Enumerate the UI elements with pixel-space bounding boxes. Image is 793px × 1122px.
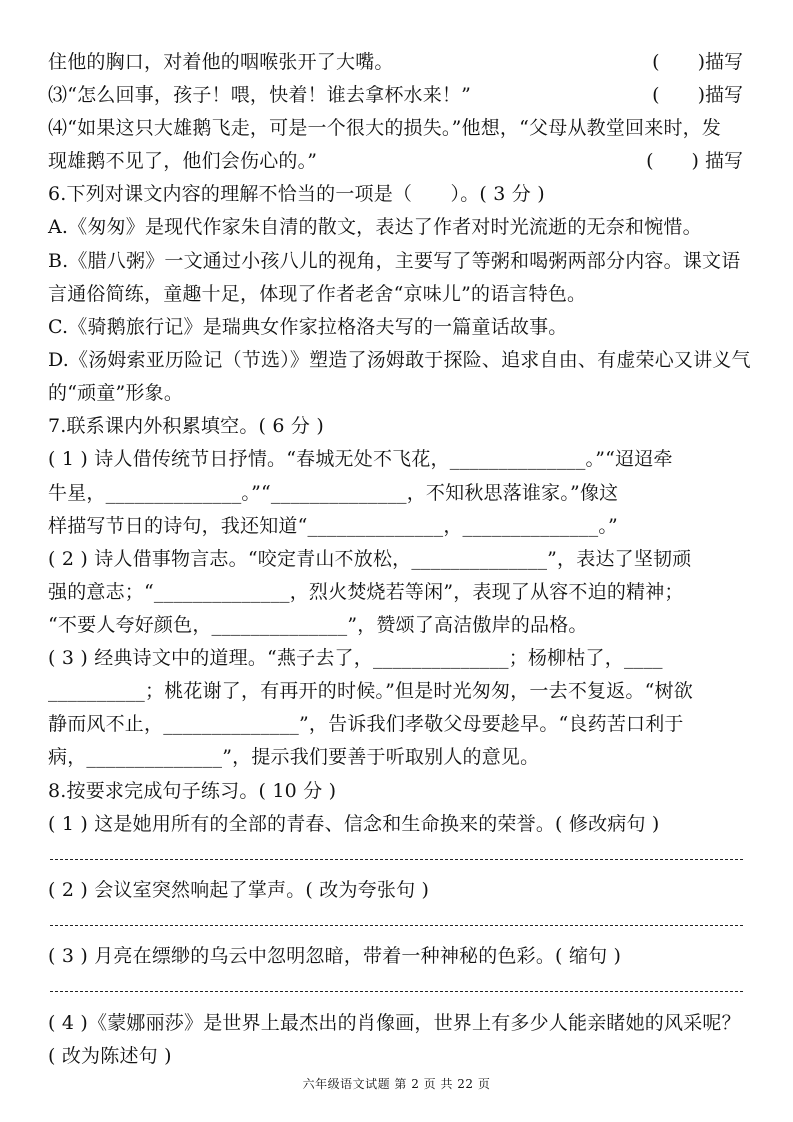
q8-part4: ( 4 )《蒙娜丽莎》是世界上最杰出的肖像画，世界上有多少人能亲睹她的风采呢？: [48, 1012, 741, 1034]
option-d-cont: 的“顽童”形象。: [48, 382, 184, 404]
answer-blank: ( )描写: [652, 84, 743, 106]
q7-part1: ( 1 ) 诗人借传统节日抒情。“春城无处不飞花，______________。”“迢迢牵: [48, 448, 673, 470]
option-c: C.《骑鹅旅行记》是瑞典女作家拉格洛夫写的一篇童话故事。: [48, 316, 568, 338]
q7-part3-cont: __________；桃花谢了，有再开的时候。”但是时光匆匆，一去不复返。“树欲: [48, 680, 693, 702]
page-footer: 六年级语文试题 第 2 页 共 22 页: [302, 1077, 491, 1091]
question-6: 6.下列对课文内容的理解不恰当的一项是（ ）。( 3 分 ): [48, 183, 545, 205]
q8-part4-cont: ( 改为陈述句 ): [48, 1045, 172, 1067]
answer-line[interactable]: [50, 991, 743, 992]
text-line: 现雄鹅不见了，他们会伤心的。”: [48, 150, 318, 172]
option-a: A.《匆匆》是现代作家朱自清的散文，表达了作者对时光流逝的无奈和惋惜。: [48, 216, 702, 238]
text-line: 住他的胸口，对着他的咽喉张开了大嘴。: [48, 51, 394, 73]
option-d: D.《汤姆索亚历险记（节选）》塑造了汤姆敢于探险、追求自由、有虚荣心又讲义气: [48, 349, 751, 371]
q7-part2-cont: “不要人夸好颜色，______________”，赞颂了高洁傲岸的品格。: [48, 614, 588, 636]
q7-part1-cont: 样描写节日的诗句，我还知道“______________，______________。”: [48, 515, 618, 537]
question-7: 7.联系课内外积累填空。( 6 分 ): [48, 415, 324, 437]
option-b: B.《腊八粥》一文通过小孩八儿的视角，主要写了等粥和喝粥两部分内容。课文语: [48, 250, 741, 272]
q8-part1: ( 1 ) 这是她用所有的全部的青春、信念和生命换来的荣誉。( 修改病句 ): [48, 813, 660, 835]
text-line: ⑶“怎么回事，孩子！喂，快着！谁去拿杯水来！”: [48, 84, 472, 106]
q8-part3: ( 3 ) 月亮在缥缈的乌云中忽明忽暗，带着一种神秘的色彩。( 缩句 ): [48, 945, 622, 967]
q7-part1-cont: 牛星，______________。”“______________，不知秋思落谁家。”像这: [48, 482, 619, 504]
q7-part3: ( 3 ) 经典诗文中的道理。“燕子去了，______________；杨柳枯了，____: [48, 647, 663, 669]
answer-line[interactable]: [50, 925, 743, 926]
answer-blank: ( ) 描写: [646, 150, 743, 172]
question-8: 8.按要求完成句子练习。( 10 分 ): [48, 780, 337, 802]
answer-line[interactable]: [50, 859, 743, 860]
q7-part2-cont: 强的意志；“______________，烈火焚烧若等闲”，表现了从容不迫的精神；: [48, 581, 684, 603]
q7-part3-cont: 静而风不止，______________”，告诉我们孝敬父母要趁早。“良药苦口利于: [48, 713, 684, 735]
q8-part2: ( 2 ) 会议室突然响起了掌声。( 改为夸张句 ): [48, 879, 430, 901]
q7-part3-cont: 病，______________”，提示我们要善于听取别人的意见。: [48, 746, 540, 768]
q7-part2: ( 2 ) 诗人借事物言志。“咬定青山不放松，______________”，表达了坚韧顽: [48, 548, 692, 570]
text-line: ⑷“如果这只大雄鹅飞走，可是一个很大的损失。”他想，“父母从教堂回来时，发: [48, 117, 722, 139]
answer-blank: ( )描写: [652, 51, 743, 73]
option-b-cont: 言通俗简练，童趣十足，体现了作者老舍“京味儿”的语言特色。: [48, 283, 587, 305]
